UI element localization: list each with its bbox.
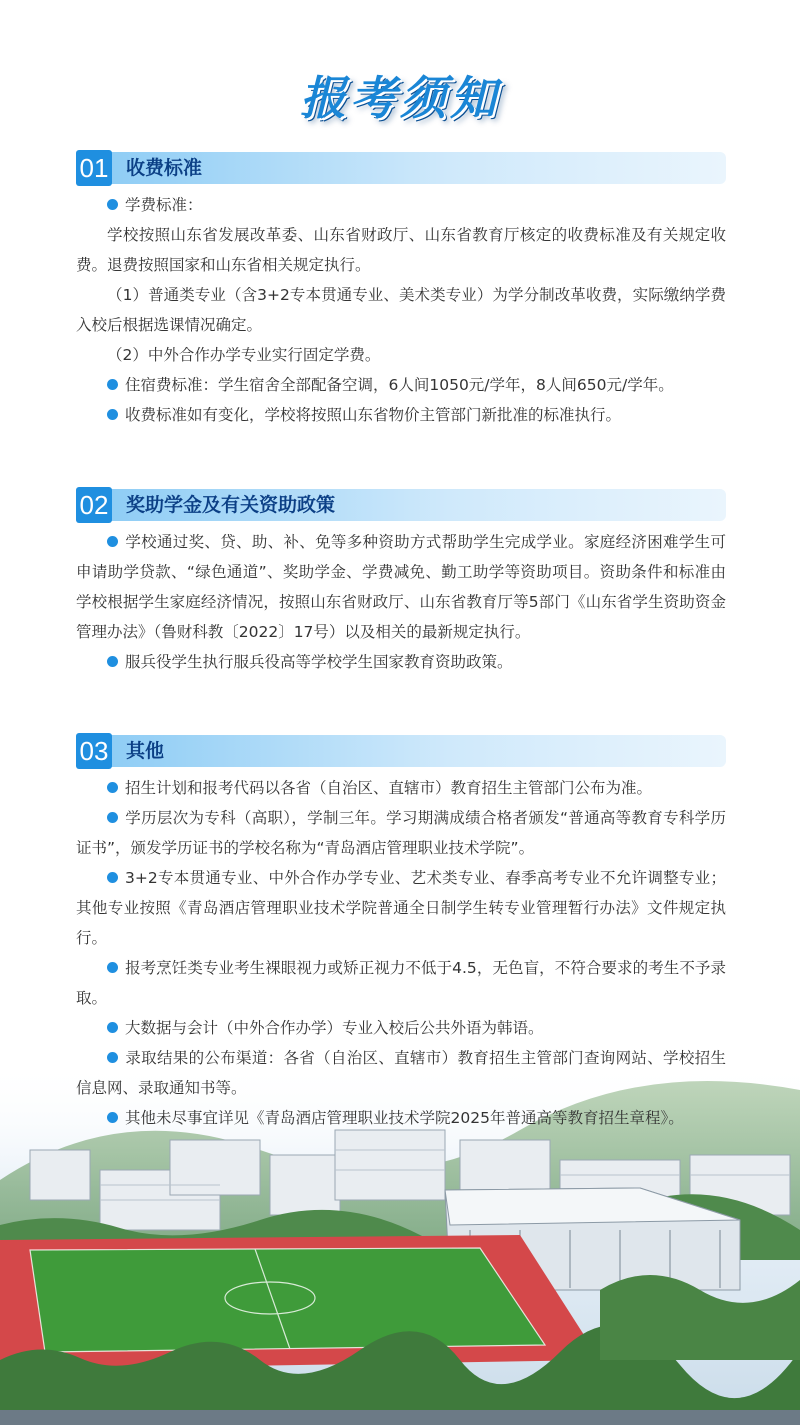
- bullet-dot-icon: [107, 656, 118, 667]
- section-number: 01: [76, 150, 112, 186]
- bullet-dot-icon: [107, 812, 118, 823]
- page-title: 报考须知: [300, 71, 500, 125]
- bullet-dot-icon: [107, 1052, 118, 1063]
- paragraph: [76, 953, 726, 1013]
- section-financial-aid: [76, 487, 726, 677]
- paragraph-text: （2）中外合作办学专业实行固定学费。: [107, 346, 381, 364]
- bullet-dot-icon: [107, 1022, 118, 1033]
- paragraph-text: 大数据与会计（中外合作办学）专业入校后公共外语为韩语。: [125, 1019, 544, 1037]
- paragraph: [76, 370, 726, 400]
- paragraph: [76, 1013, 726, 1043]
- paragraph-text: 住宿费标准：学生宿舍全部配备空调，6人间1050元/学年，8人间650元/学年。: [125, 376, 674, 394]
- paragraph: [76, 527, 726, 647]
- bullet-dot-icon: [107, 536, 118, 547]
- paragraph-text: 服兵役学生执行服兵役高等学校学生国家教育资助政策。: [125, 653, 513, 671]
- section-title: 收费标准: [126, 157, 203, 179]
- section-number: 03: [76, 733, 112, 769]
- paragraph-text: （1）普通类专业（含3+2专本贯通专业、美术类专业）为学分制改革收费，实际缴纳学费入校后根据选课情况确定。: [76, 286, 726, 334]
- paragraph-text: 3+2专本贯通专业、中外合作办学专业、艺术类专业、春季高考专业不允许调整专业；其他专业按照《青岛酒店管理职业技术学院普通全日制学生转专业管理暂行办法》文件规定执行。: [76, 869, 726, 947]
- section-header: [76, 733, 726, 769]
- paragraph: [76, 1043, 726, 1103]
- section-header-bar: [110, 152, 726, 184]
- paragraph: [76, 803, 726, 863]
- paragraph-text: 其他未尽事宜详见《青岛酒店管理职业技术学院2025年普通高等教育招生章程》。: [125, 1109, 684, 1127]
- paragraph: [76, 280, 726, 340]
- paragraph: [76, 400, 726, 430]
- section-header-bar: [110, 735, 726, 767]
- section-number: 02: [76, 487, 112, 523]
- paragraph: [76, 773, 726, 803]
- bullet-dot-icon: [107, 782, 118, 793]
- paragraph: [76, 340, 726, 370]
- bullet-dot-icon: [107, 962, 118, 973]
- paragraph-text: 招生计划和报考代码以各省（自治区、直辖市）教育招生主管部门公布为准。: [125, 779, 653, 797]
- bullet-dot-icon: [107, 872, 118, 883]
- paragraph-text: 录取结果的公布渠道：各省（自治区、直辖市）教育招生主管部门查询网站、学校招生信息网、录取通知书等。: [76, 1049, 726, 1097]
- paragraph-text: 学校按照山东省发展改革委、山东省财政厅、山东省教育厅核定的收费标准及有关规定收费。退费按照国家和山东省相关规定执行。: [76, 226, 726, 274]
- bullet-dot-icon: [107, 379, 118, 390]
- paragraph-text: 报考烹饪类专业考生裸眼视力或矫正视力不低于4.5，无色盲，不符合要求的考生不予录取。: [76, 959, 726, 1007]
- paragraph-text: 收费标准如有变化，学校将按照山东省物价主管部门新批准的标准执行。: [125, 406, 622, 424]
- section-title: 奖助学金及有关资助政策: [126, 494, 336, 516]
- paragraph: [76, 220, 726, 280]
- paragraph-text: 学历层次为专科（高职），学制三年。学习期满成绩合格者颁发“普通高等教育专科学历证书”，颁发学历证书的学校名称为“青岛酒店管理职业技术学院”。: [76, 809, 726, 857]
- paragraph-text: 学费标准：: [125, 196, 203, 214]
- paragraph: [76, 863, 726, 953]
- paragraph: [76, 1103, 726, 1133]
- bullet-dot-icon: [107, 199, 118, 210]
- bullet-dot-icon: [107, 1112, 118, 1123]
- bullet-dot-icon: [107, 409, 118, 420]
- section-title: 其他: [126, 740, 165, 762]
- paragraph: [76, 647, 726, 677]
- section-fees: [76, 150, 726, 430]
- paragraph-text: 学校通过奖、贷、助、补、免等多种资助方式帮助学生完成学业。家庭经济困难学生可申请助学贷款、“绿色通道”、奖助学金、学费减免、勤工助学等资助项目。资助条件和标准由学校根据学生家庭经济情况，按照山东省财政厅、山东省教育厅等5部门《山东省学生资助资金管理办法》（鲁财科教〔2022〕17号）以及相关的最新规定执行。: [76, 533, 726, 641]
- section-header: [76, 150, 726, 186]
- section-header: [76, 487, 726, 523]
- paragraph: [76, 190, 726, 220]
- section-other: [76, 733, 726, 1133]
